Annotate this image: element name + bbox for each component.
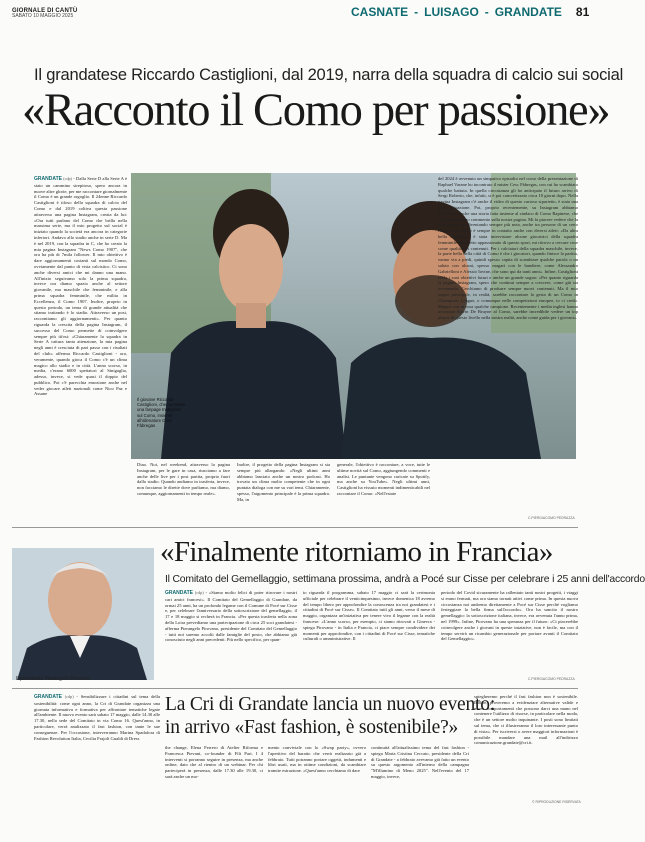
article3-col4-text: continuità all'attualissimo tema del fast fashion - spiega Maria Cristina Ceccato, presidente della Cri di Grandate - a febbraio avevamo già fatto un evento su questo argomento all'interno della campagna "M'illumino di Meno 2025". Nell'evento del 17 maggio, invece, xyxy=(371,745,469,779)
article1-col2-text: Diao. Noi, nel weekend, attraverso la pagina Instagram, per le gare in casa, riusciamo a fare anche delle live per i post partita, proprio fuori dallo stadio. Quando andiamo in trasferta, invece, non facciamo le dirette dove parliamo, ma diamo, comunque, aggiornamenti in tempo reale». xyxy=(137,462,230,496)
article1-photo-caption: Il giovane Riccardo Castiglioni, che ha creato una fanpage Instagram sul Como, insieme all'allenatore Cesc Fàbregas xyxy=(137,397,186,429)
article1-place: GRANDATE xyxy=(34,176,62,182)
article1-headline: «Racconto il Como per passione» xyxy=(22,85,610,136)
article1-signature: C.PIERGIACOMO PEDRAZZA xyxy=(528,516,575,520)
masthead xyxy=(12,8,77,20)
article2-photo-caption: Il presidente Pierangelo Pirovano xyxy=(16,676,90,682)
article3-signature: © RIPRODUZIONE RISERVATA xyxy=(532,800,581,804)
article2-photo xyxy=(12,548,154,680)
article3-dateline: (cdp) xyxy=(64,694,74,699)
section-separator: - xyxy=(414,5,419,19)
article3-place: GRANDATE xyxy=(34,694,62,700)
article2-col3-text: periodo del Covid sicuramente ha rallentato tanti nostri progetti, i viaggi si erano fermati, ma ora siamo tornati attivi come prima. In questa nuova circostanza noi andremo direttamente a Pocé sur Cisse perché vogliamo festeggiare la bella firma sull'accordo». Ora ha sancito il nostro gemellaggio: la sottoscrizione italiana, invece, era avvenuta l'anno prima, nel 1999». Infine, Pirovano ha una speranza per il futuro: «Ci piacerebbe coinvolgere anche i giovani in queste iniziative, non è facile, ma con il tempo servirà un ricambio generazionale per portare avanti il Comitato del Gemellaggio». xyxy=(441,590,578,642)
article3-column xyxy=(165,745,263,797)
article1-column xyxy=(237,462,330,524)
article2-col1-text: - «Siamo molto felici di poter ritrovare i nostri cari amici francesi». Il Comitato del Gemellaggio di Grandate, da ormai 25 anni, ha un profondo legame con il Comune di Pocé sur Cisse e, per celebrare l'anniversario della sottoscrizione del gemellaggio, il 17 e 18 maggio si recherà in Francia. «Per questa trasferta nella zona della Loira prevediamo una partecipazione di circa 25 soci grandatesi - afferma Pierangelo Pirovano, presidente del Comitato del Gemellaggio - tutti noi saremo accolti dalle famiglie del posto, che abbiamo già conosciuto negli anni precedenti. Più nello specifico, per quan- xyxy=(165,590,297,643)
article2-column xyxy=(165,590,297,675)
article2-column xyxy=(441,590,578,675)
article3-headline-line: La Cri di Grandate lancia un nuovo evento: xyxy=(165,694,496,715)
article1-column xyxy=(337,462,430,524)
section-label: GRANDATE xyxy=(494,5,562,19)
section-bar xyxy=(345,4,590,20)
article1-dateline: (cdp) xyxy=(63,176,73,181)
article1-column xyxy=(438,176,578,514)
article1-column xyxy=(137,462,230,524)
article3-col5-text: spiegheremo perché il fast fashion non è sostenibile. Inoltre, proveremo a evidenziare alternative valide e nuovi comportamenti che possono darci una mano nel contenere l'utilizzo di risorse, in particolare nella moda, che è un settore molto inquinante. I posti sono limitati sul tema, che ci illustreranno il loro interessante punto di vista». Per iscriversi o avere maggiori informazioni è possibile mandare una mail all'indirizzo comunicazione.grandate@cri.it. xyxy=(474,694,578,746)
article3-column xyxy=(371,745,469,797)
article3-column xyxy=(34,694,160,798)
section-label: CASNATE xyxy=(351,5,409,19)
article1-column xyxy=(34,176,127,566)
page-number: 81 xyxy=(575,5,590,19)
section-divider xyxy=(12,688,578,689)
section-label: LUISAGO xyxy=(424,5,479,19)
article2-subhead: Il Comitato del Gemellaggio, settimana prossima, andrà a Pocé sur Cisse per celebrare i 25 anni dell'accordo xyxy=(165,574,645,585)
issue-date: SABATO 10 MAGGIO 2025 xyxy=(12,13,74,20)
article3-col3-text: mento conviviale con lo «Swap party», ovvero l'aperitivo del baratto che verrà realizzato già a febbraio. Tutti potranno portare oggetti, indumenti e libri usati, ma in ottime condizioni, da scambiare tramite estrazione. «Quest'anno cerchiamo di dare xyxy=(268,745,366,774)
article2-place: GRANDATE xyxy=(165,590,193,596)
section-separator: - xyxy=(484,5,489,19)
article1-col4-text: generale, l'obiettivo è raccontare, a voce, tutte le ultime novità sul Como, aggiungendo commenti e analisi. Le puntante vengono caricate su Spotify, ma anche su YouTube». Negli ultimi anni, Castiglioni ha vissuto momenti indimenticabili nel raccontare il Como: «Nell'estate xyxy=(337,462,431,496)
article3-column xyxy=(268,745,366,797)
article3-col1-text: - Sensibilizzare i cittadini sul tema della sostenibilità: come ogni anno, la Cri di Grandate organizza una giornata informativa e formativa per affrontare tematiche legate all'ambiente. Il nuovo evento sarà sabato 17 maggio, dalle 14.30 alle 17.30, nella sede del Comitato in via Como 16. Quest'anno, in particolare, verrà analizzato il fast fashion, con tante le sue conseguenze. Per l'occasione, interverranno Marina Spadafora di Fashion Revolution Italia, Cecilia Frajoli Gualdi di Dress xyxy=(34,694,160,741)
article1-col3-text: Inoltre, il progetto della pagina Instagram si sta sempre più allargando: «Negli ultimi anni abbiamo lanciato anche un nostro podcast. Ho trovato un clima molto competente che in ogni puntata dialoga con me su vari temi. Chiaramente, spesso, l'argomento principale è la prima squadra. Ma, in xyxy=(237,462,330,502)
photo-portrait xyxy=(12,548,154,680)
article3-column xyxy=(474,694,578,798)
article2-headline: «Finalmente ritorniamo in Francia» xyxy=(160,536,553,568)
paper-name: GIORNALE DI CANTÙ xyxy=(12,8,78,14)
article1-col1-text: - Dalla Serie D alla Serie A è stato un cammino strepitoso, spero ancora in nuove altre glorie, per me raccontare giornalmente il Como è un grande orgoglio. Il 24enne Riccardo Castiglioni è tifoso della squadra di calcio del Como e dal 2019 coltiva questa passione attraverso una pagina Instagram, creata da lui: «Ora tutti parlano del Como che brilla nella massima serie, ma il mio progetto sul social è iniziato quando la società era ancora in categorie inferiori. Andavo allo stadio anche in serie D. Ma è nel 2019, con la squadra in C, che ho creato la mia pagina Instagram "News Como 1907", che ora ha più di 7mila follower. Il mio obiettivo è dare aggiornamenti costanti sul mondo Como, ovviamente dal punto di vista calcistico. Ci sono anche diversi amici che mi danno una mano. All'inizio seguivamo solo la prima squadra, invece ora diamo spazio anche al settore giovanile, ma maschile che femminile, e alla prima squadra femminile, che milita in Eccellenza, il Como 1907. Inoltre, proprio in questo periodo, un tema di grande attualità che stiamo trattando è lo stadio. Attraverso un post, raccontiamo gli aggiornamenti». Per quanto riguarda la crescita della pagina Instagram, il successo del Como permette di coinvolgere sempre più tifosi: «Chiaramente la squadra in Serie A cattura tanta attenzione, la mia pagina negli anni è cresciuta di pari passo con i risultati del club» afferma Riccardo Castiglioni - ora, veramente, quando gioca il Como c'è un clima magico allo stadio e in città. L'anno scorso, in media, c'erano 6000 spettatori al Sinigaglia, adesso, invece, si vede quasi il doppio del pubblico. Poi c'è parecchia emozione anche nel veder giocare atleti nazionali come Nico Paz e Assane xyxy=(34,176,127,397)
article2-signature: C.PIERGIACOMO PEDRAZZA xyxy=(528,677,575,681)
article1-kicker: Il grandatese Riccardo Castiglioni, dal 2019, narra della squadra di calcio sui social xyxy=(34,66,624,84)
article2-dateline: (cdp) xyxy=(194,590,204,595)
section-divider xyxy=(12,527,578,528)
article2-col2-text: to riguarda il programma, sabato 17 maggio ci sarà la cerimonia ufficiale per celebrare il venticinquesimo, invece domenica 18 avremo del tempo libero per approfondire la conoscenza tra noi grandatesi e i cittadini di Pocé sur Cisse». Il Comitato tuttì gli anni, verso il mese di maggio, organizza un'iniziativa per tenere vivo il legame con la realtà francese: «L'anno scorso, per esempio, ci siamo ritrovati a Ginevra - spiega Pirovano - in Italia e Francia, ci piace sempre condividere dei momenti per approfondire, con i cittadini di Pocé sur Cisse, tematiche culturali o amministrative. Il xyxy=(303,590,435,642)
article3-col2-text: the change, Elena Ferrero di Atelier Riforma e Francesca Pievani, co-founder di Fili Pari. I 4 interventi si porranno seguire in presenza, ma anche online, dato che al rientro di un webinar. Per chi parteciperà in presenza, dalle 17.30 alle 19.30, ci sarà anche un mo- xyxy=(165,745,263,779)
article2-column xyxy=(303,590,435,675)
article3-headline-line: in arrivo «Fast fashion, è sostenibile?» xyxy=(165,717,459,738)
page-header xyxy=(0,0,590,62)
article1-col5-text: del 2024 è avvenuto un simpatico episodio nel corso della presentazione di Raphael Varane ho incontrato il mister Cesc Fàbregas, con cui ho scambiato qualche battuta. In quella circostanza gli ho anticipato il futuro arrivo di Sergi Roberto, che, infatti, si è poi concretizzato circa 10 giorni dopo. Nella pagina Instagram c'è anche il video di questo curioso siparietto, è stata una bella situazione. Poi, proprio recentemente, su Instagram abbiamo pubblicato anche una storia fatta insieme al sindaco di Como Rapinese, che ci ha fatto un suo commento sulla nostra pagina. Mi fa piacere vedere che la mia pagina sta diventando sempre più nota, anche tra persone di un certo rilievo». Riccardo è sempre in contatto anche con diversi atleti: «Da altra bella esperienza è stata intervistare alcune giocatrici della squadra femminile. Ammetto appassionato di questo sport, mi ritrovo a cercare cose come qualità dei contenuti. Per i calciatori della squadra maschile, invece, la parte bella della città di Como è che i giocatori, quando finisce la partita, vanno via a piedi, quindi spesso capita di scambiare qualche parola o un saluto con alcuni, spesso magari con le bandiere, come Alessandro Gabrielloni e Alessio Iovine, che sono qui da tanti anni». Infine, Castiglioni svela i suoi obiettivi futuri e anche un grande sogno: «Per quanto riguarda la pagina Instagram, spero che continui sempre a crescere, come già sta avvenendo. Cerchiamo di produrre sempre nuovi contenuti. Ma il mio sogno principale, in realtà, sarebbe raccontare la gesta di un Como in Champions League, o comunque nelle competizioni europee, io ci credo. Magari con in rosa qualche campione. Recentemente i media inglesi hanno accostato Kevin De Bruyne al Como, sarebbe incredibile vedere un top player di questo livello nella nostra realtà, anche come guida per i giovani». xyxy=(438,176,578,321)
